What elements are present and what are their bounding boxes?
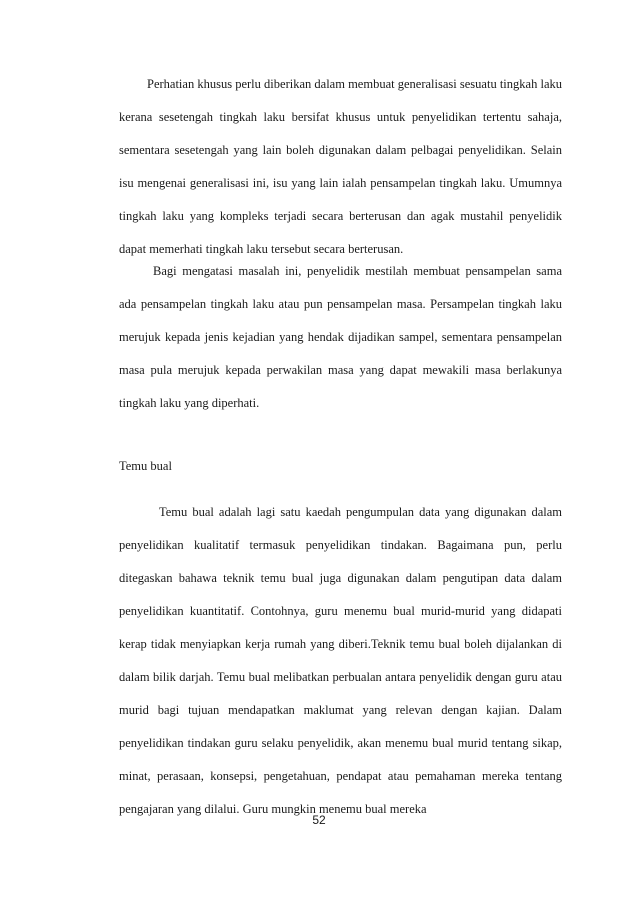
body-paragraph-3 (119, 496, 562, 826)
page-number: 52 (312, 813, 326, 827)
section-heading-block (119, 450, 562, 483)
body-paragraph-1 (119, 68, 562, 266)
body-paragraph-2 (119, 255, 562, 420)
paragraph-text: Temu bual adalah lagi satu kaedah pengumpulan data yang digunakan dalam penyelidikan kualitatif termasuk penyelidikan tindakan. Bagaimana pun, perlu ditegaskan bahawa teknik temu bual juga digunakan dalam pengutipan data dalam penyelidikan kuantitatif. Contohnya, guru menemu bual murid-murid yang didapati kerap tidak menyiapkan kerja rumah yang diberi.Teknik temu bual boleh dijalankan di dalam bilik darjah. Temu bual melibatkan perbualan antara penyelidik dengan guru atau murid bagi tujuan mendapatkan maklumat yang relevan dengan kajian. Dalam penyelidikan tindakan guru selaku penyelidik, akan menemu bual murid tentang sikap, minat, perasaan, konsepsi, pengetahuan, pendapat atau pemahaman mereka tentang pengajaran yang dilalui. Guru mungkin menemu bual mereka (119, 505, 562, 816)
paragraph-text: Perhatian khusus perlu diberikan dalam membuat generalisasi sesuatu tingkah laku kerana sesetengah tingkah laku bersifat khusus untuk penyelidikan tertentu sahaja, sementara sesetengah yang lain boleh digunakan dalam pelbagai penyelidikan. Selain isu mengenai generalisasi ini, isu yang lain ialah pensampelan tingkah laku. Umumnya tingkah laku yang kompleks terjadi secara berterusan dan agak mustahil penyelidik dapat memerhati tingkah laku tersebut secara berterusan. (119, 77, 562, 256)
paragraph-text: Bagi mengatasi masalah ini, penyelidik mestilah membuat pensampelan sama ada pensampelan tingkah laku atau pun pensampelan masa. Persampelan tingkah laku merujuk kepada jenis kejadian yang hendak dijadikan sampel, sementara pensampelan masa pula merujuk kepada perwakilan masa yang dapat mewakili masa berlakunya tingkah laku yang diperhati. (119, 264, 562, 410)
section-heading: Temu bual (119, 459, 172, 473)
